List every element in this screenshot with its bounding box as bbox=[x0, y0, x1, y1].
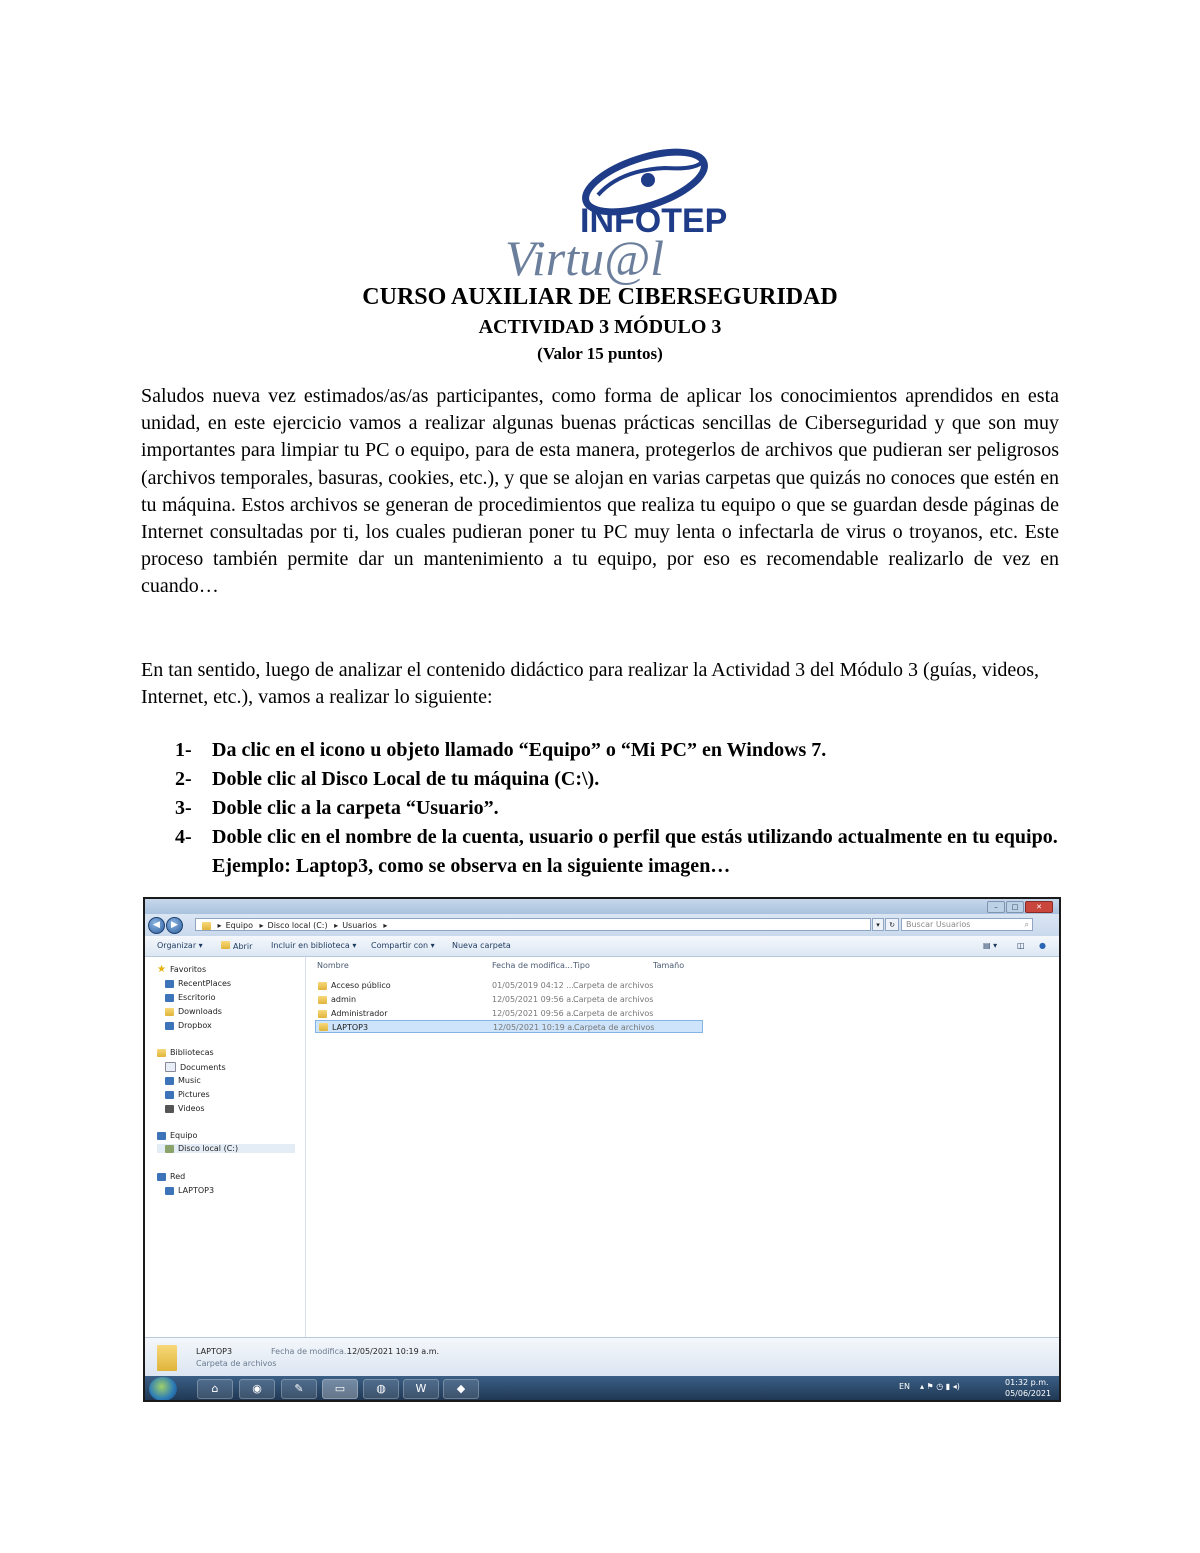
details-type: Carpeta de archivos bbox=[196, 1359, 277, 1368]
details-name: LAPTOP3 bbox=[196, 1347, 233, 1356]
nav-videos[interactable]: Videos bbox=[165, 1104, 205, 1113]
drive-icon bbox=[165, 1145, 174, 1153]
breadcrumb-equipo[interactable]: Equipo bbox=[225, 921, 253, 930]
nav-recentplaces[interactable]: RecentPlaces bbox=[165, 979, 231, 988]
folder-icon bbox=[318, 1010, 327, 1018]
steps-list bbox=[141, 736, 1059, 881]
view-options-icon[interactable]: ▤ ▾ bbox=[983, 941, 998, 950]
address-bar[interactable]: ▸ Equipo ▸ Disco local (C:) ▸ Usuarios ▸ bbox=[195, 918, 871, 931]
nav-downloads[interactable]: Downloads bbox=[165, 1007, 222, 1016]
logo-brand-text: INFOTEP bbox=[580, 202, 728, 240]
intro-paragraph: Saludos nueva vez estimados/as/as participantes, como forma de aplicar los conocimientos aprendidos en esta unidad, en este ejercicio vamos a realizar algunas buenas prácticas sencillas de Ciberseguridad y que son muy importantes para limpiar tu PC o equipo, para de esta manera, protegerlos de archivos que pudieran ser peligrosos (archivos temporales, basuras, cookies, etc.), y que se alojan en varias carpetas que quizás no conoces que estén en tu máquina. Estos archivos se generan de procedimientos que realiza tu equipo o que se guardan desde páginas de Internet consultadas por ti, los cuales pudieran poner tu PC muy lenta o infectarla de virus o troyanos, etc. Este proceso también permite dar un mantenimiento a tu equipo, por eso es recomendable realizarlo de vez en cuando… bbox=[141, 385, 1059, 598]
tray-icons[interactable]: ▴ ⚑ ◷ ▮ ◂) bbox=[920, 1382, 960, 1391]
network-icon bbox=[157, 1173, 166, 1181]
libraries-icon bbox=[157, 1049, 166, 1057]
paint-icon[interactable]: ✎ bbox=[281, 1379, 317, 1399]
firefox-icon[interactable]: ◍ bbox=[363, 1379, 399, 1399]
nav-equipo[interactable]: Equipo bbox=[157, 1131, 197, 1140]
page-title: CURSO AUXILIAR DE CIBERSEGURIDAD bbox=[362, 284, 838, 310]
desktop-icon bbox=[165, 994, 174, 1002]
search-icon: ⌕ bbox=[1024, 920, 1029, 929]
page-subtitle: ACTIVIDAD 3 MÓDULO 3 bbox=[478, 316, 722, 338]
address-row bbox=[145, 914, 1059, 936]
file-row[interactable]: Administrador 12/05/2021 09:56 a... Carpeta de archivos bbox=[315, 1007, 703, 1020]
app-icon[interactable]: ◆ bbox=[443, 1379, 479, 1399]
navigation-pane bbox=[145, 957, 306, 1337]
organize-button[interactable]: Organizar ▾ bbox=[157, 941, 203, 950]
file-row[interactable]: admin 12/05/2021 09:56 a... Carpeta de archivos bbox=[315, 993, 703, 1006]
nav-escritorio[interactable]: Escritorio bbox=[165, 993, 216, 1002]
new-folder-button[interactable]: Nueva carpeta bbox=[452, 941, 511, 950]
dropbox-icon bbox=[165, 1022, 174, 1030]
instruction-paragraph: En tan sentido, luego de analizar el contenido didáctico para realizar la Actividad 3 del Módulo 3 (guías, videos, Internet, etc.), vamos a realizar lo siguiente: bbox=[141, 659, 1040, 709]
search-input[interactable]: Buscar Usuarios ⌕ bbox=[901, 918, 1033, 931]
nav-disco-local[interactable]: Disco local (C:) bbox=[157, 1144, 295, 1153]
command-bar bbox=[145, 936, 1059, 957]
folder-icon bbox=[221, 941, 230, 949]
page-value: (Valor 15 puntos) bbox=[537, 344, 663, 363]
back-button[interactable]: ◀ bbox=[148, 917, 165, 934]
maximize-button[interactable]: □ bbox=[1006, 901, 1024, 913]
refresh-button[interactable]: ↻ bbox=[885, 918, 899, 931]
music-icon bbox=[165, 1077, 174, 1085]
breadcrumb-disco[interactable]: Disco local (C:) bbox=[267, 921, 328, 930]
nav-laptop3[interactable]: LAPTOP3 bbox=[165, 1186, 214, 1195]
nav-red[interactable]: Red bbox=[157, 1172, 185, 1181]
open-button[interactable]: Abrir bbox=[221, 941, 252, 951]
step-item: 2- Doble clic al Disco Local de tu máquina (C:\). bbox=[175, 768, 600, 790]
nav-bibliotecas[interactable]: Bibliotecas bbox=[157, 1048, 214, 1057]
pictures-icon bbox=[165, 1091, 174, 1099]
nav-music[interactable]: Music bbox=[165, 1076, 201, 1085]
computer-icon bbox=[165, 1187, 174, 1195]
help-icon[interactable]: ● bbox=[1039, 941, 1046, 950]
file-row[interactable]: Acceso público 01/05/2019 04:12 ... Carpeta de archivos bbox=[315, 979, 703, 992]
column-name[interactable]: Nombre bbox=[317, 961, 349, 970]
word-icon[interactable]: W bbox=[403, 1379, 439, 1399]
start-button[interactable] bbox=[149, 1377, 177, 1401]
folder-icon bbox=[318, 996, 327, 1004]
videos-icon bbox=[165, 1105, 174, 1113]
folder-icon bbox=[202, 922, 211, 930]
recent-places-icon bbox=[165, 980, 174, 988]
details-date-value: 12/05/2021 10:19 a.m. bbox=[347, 1347, 440, 1356]
chrome-icon[interactable]: ◉ bbox=[239, 1379, 275, 1399]
taskbar bbox=[145, 1376, 1059, 1402]
folder-taskbar-icon[interactable]: ▭ bbox=[322, 1379, 358, 1399]
step-item: 3- Doble clic a la carpeta “Usuario”. bbox=[175, 797, 499, 819]
nav-dropbox[interactable]: Dropbox bbox=[165, 1021, 212, 1030]
folder-icon bbox=[318, 982, 327, 990]
folder-icon bbox=[157, 1345, 177, 1371]
documents-icon bbox=[165, 1062, 176, 1072]
nav-favorites[interactable]: ★ Favoritos bbox=[157, 963, 207, 975]
breadcrumb-usuarios[interactable]: Usuarios bbox=[342, 921, 377, 930]
clock-time[interactable]: 01:32 p.m. bbox=[1005, 1378, 1049, 1387]
explorer-screenshot bbox=[143, 897, 1061, 1402]
preview-pane-icon[interactable]: ◫ bbox=[1017, 941, 1025, 950]
address-dropdown-button[interactable]: ▾ bbox=[872, 918, 884, 931]
infotep-virtual-logo bbox=[470, 140, 730, 290]
close-button[interactable]: ✕ bbox=[1025, 901, 1053, 913]
details-date-label: Fecha de modifica... bbox=[271, 1347, 352, 1356]
details-pane bbox=[145, 1337, 1059, 1377]
minimize-button[interactable]: – bbox=[987, 901, 1005, 913]
computer-icon bbox=[157, 1132, 166, 1140]
step-item: 4- Doble clic en el nombre de la cuenta, usuario o perfil que estás utilizando actualmente en tu equipo. Ejemplo: Laptop3, como se observa en la siguiente imagen… bbox=[175, 826, 1058, 877]
file-row-selected[interactable]: LAPTOP3 12/05/2021 10:19 a... Carpeta de archivos bbox=[315, 1020, 703, 1033]
window-titlebar bbox=[145, 899, 1059, 914]
logo-script-text: Virtu@l bbox=[505, 230, 664, 286]
step-item: 1- Da clic en el icono u objeto llamado “Equipo” o “Mi PC” en Windows 7. bbox=[175, 739, 827, 761]
language-indicator[interactable]: EN bbox=[899, 1382, 911, 1391]
downloads-icon bbox=[165, 1008, 174, 1016]
share-button[interactable]: Compartir con ▾ bbox=[371, 941, 435, 950]
column-date[interactable]: Fecha de modifica... bbox=[492, 961, 573, 970]
clock-date[interactable]: 05/06/2021 bbox=[1005, 1389, 1052, 1398]
folder-icon bbox=[319, 1023, 328, 1031]
include-library-button[interactable]: Incluir en biblioteca ▾ bbox=[271, 941, 357, 950]
nav-documents[interactable]: Documents bbox=[165, 1062, 226, 1072]
nav-pictures[interactable]: Pictures bbox=[165, 1090, 210, 1099]
column-size[interactable]: Tamaño bbox=[653, 961, 685, 970]
star-icon: ★ bbox=[157, 963, 166, 975]
forward-button[interactable]: ▶ bbox=[166, 917, 183, 934]
column-type[interactable]: Tipo bbox=[573, 961, 590, 970]
explorer-taskbar-icon[interactable]: ⌂ bbox=[197, 1379, 233, 1399]
